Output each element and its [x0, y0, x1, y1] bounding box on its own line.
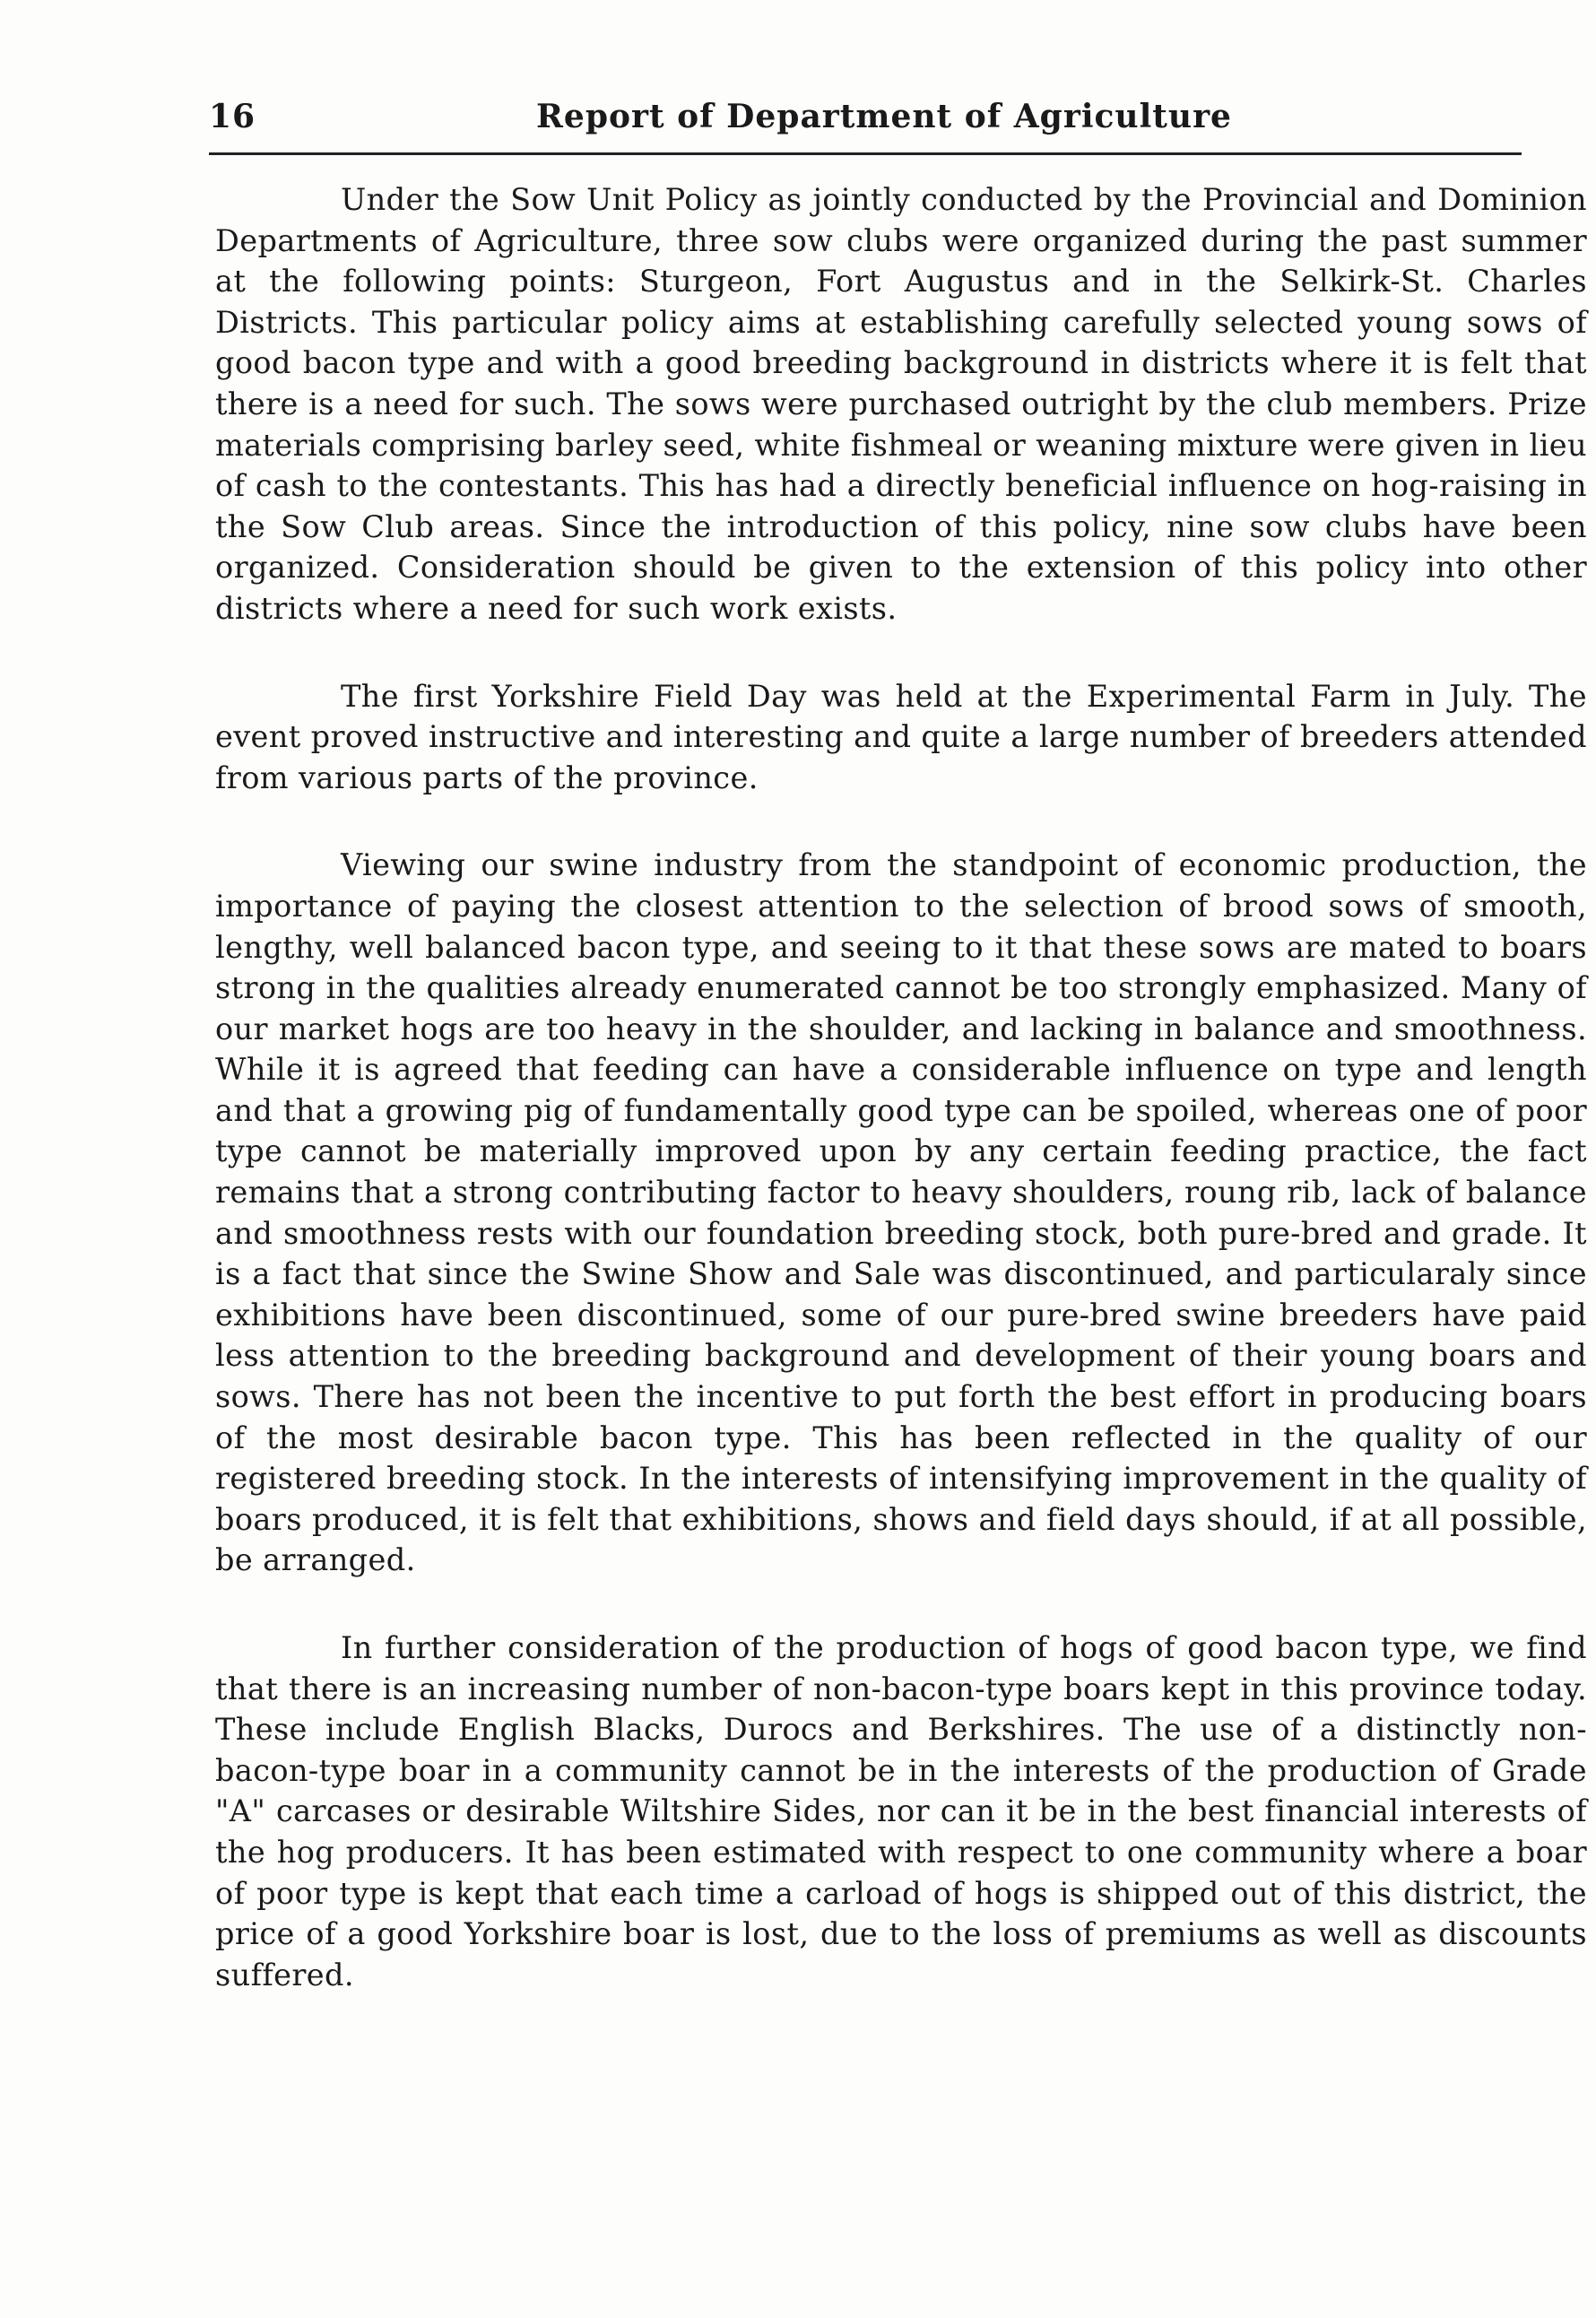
page-header: [209, 90, 1522, 155]
page-number: 16: [209, 98, 256, 135]
paragraph-sow-unit-policy: Under the Sow Unit Policy as jointly conducted by the Provincial and Dominion Departments of Agriculture, three sow clubs were organized during the past summer at the following points: Sturgeon, Fort Augustus and in the Selkirk-St. Charles Districts. This particular policy aims at establishing carefully selected young sows of good bacon type and with a good breeding background in districts where it is felt that there is a need for such. The sows were purchased outright by the club members. Prize materials comprising barley seed, white fishmeal or weaning mixture were given in lieu of cash to the contestants. This has had a directly beneficial influence on hog-raising in the Sow Club areas. Since the introduction of this policy, nine sow clubs have been organized. Consideration should be given to the extension of this policy into other districts where a need for such work exists.: [215, 182, 1588, 626]
body-text: [215, 179, 1587, 2042]
paragraph-non-bacon-boars: In further consideration of the production of hogs of good bacon type, we find that there is an increasing number of non-bacon-type boars kept in this province today. These include English Blacks, Durocs and Berkshires. The use of a distinctly non-bacon-type boar in a community cannot be in the interests of the production of Grade "A" carcases or desirable Wiltshire Sides, nor can it be in the best financial interests of the hog producers. It has been estimated with respect to one community where a boar of poor type is kept that each time a carload of hogs is shipped out of this district, the price of a good Yorkshire boar is lost, due to the loss of premiums as well as discounts suffered.: [215, 1630, 1587, 1992]
paragraph-swine-industry: Viewing our swine industry from the standpoint of economic production, the importance of paying the closest attention to the selection of brood sows of smooth, lengthy, well balanced bacon type, and seeing to it that these sows are mated to boars strong in the qualities already enumerated cannot be too strongly emphasized. Many of our market hogs are too heavy in the shoulder, and lacking in balance and smoothness. While it is agreed that feeding can have a considerable influence on type and length and that a growing pig of fundamentally good type can be spoiled, whereas one of poor type cannot be materially improved upon by any certain feeding practice, the fact remains that a strong contributing factor to heavy shoulders, roung rib, lack of balance and smoothness rests with our foundation breeding stock, both pure-bred and grade. It is a fact that since the Swine Show and Sale was discontinued, and particularaly since exhibitions have been discontinued, some of our pure-bred swine breeders have paid less attention to the breeding background and development of their young boars and sows. There has not been the incentive to put forth the best effort in producing boars of the most desirable bacon type. This has been reflected in the quality of our registered breeding stock. In the interests of intensifying improvement in the quality of boars produced, it is felt that exhibitions, shows and field days should, if at all possible, be arranged.: [215, 847, 1587, 1578]
running-head: Report of Department of Agriculture: [536, 98, 1232, 135]
paragraph-yorkshire-field-day: The first Yorkshire Field Day was held at the Experimental Farm in July. The event proved instructive and interesting and quite a large number of breeders attended from various parts of the province.: [215, 678, 1587, 795]
